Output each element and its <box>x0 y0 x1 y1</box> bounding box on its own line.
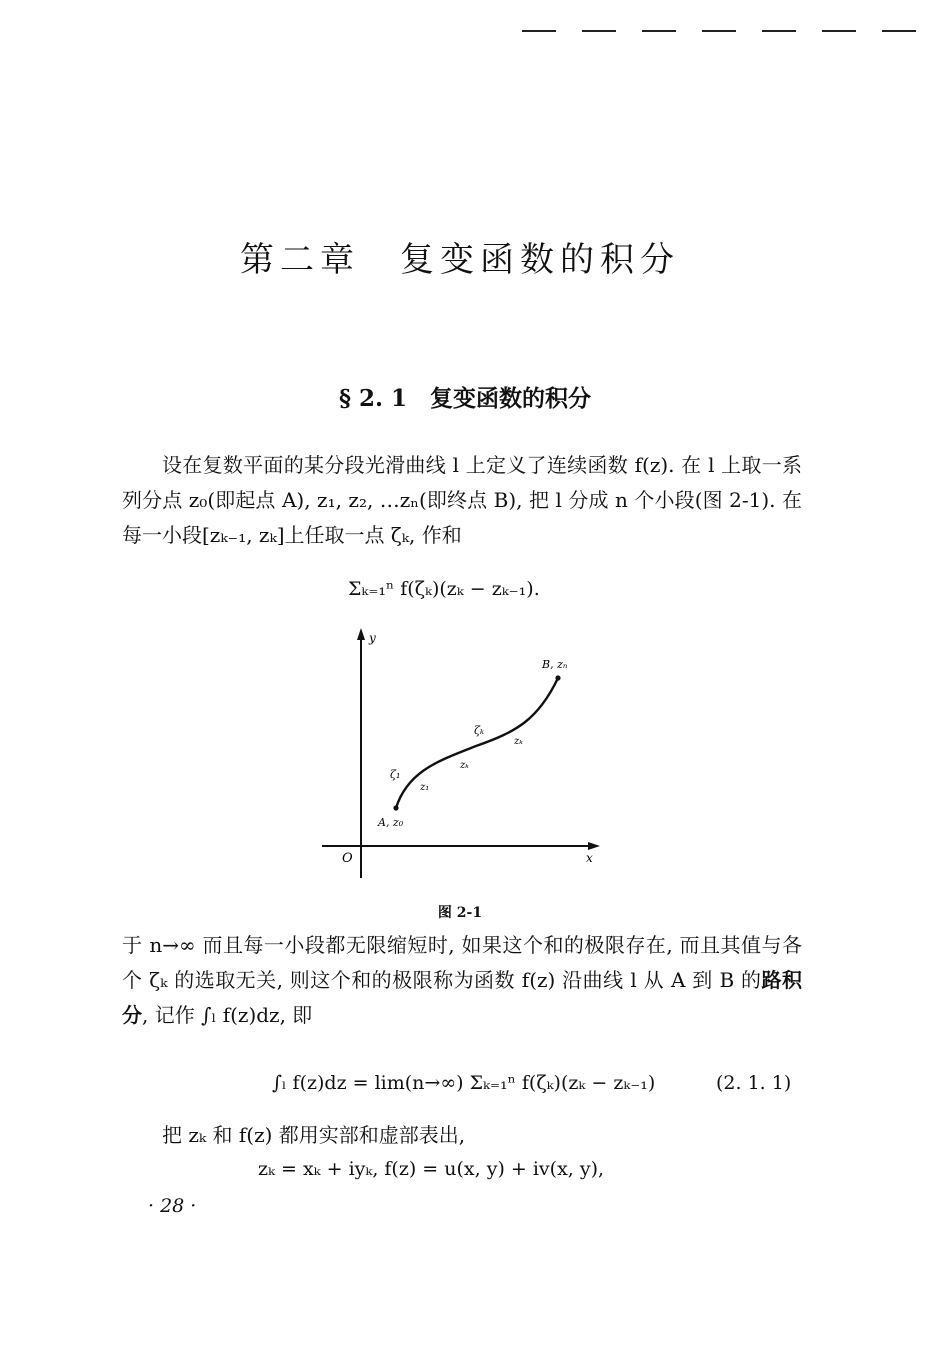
header-dash <box>642 30 676 32</box>
zetak-label: ζₖ <box>474 724 484 737</box>
y-axis-arrow <box>357 628 365 640</box>
y-axis-label: y <box>369 631 376 645</box>
paragraph-limit-suffix: , 记作 ∫ₗ f(z)dz, 即 <box>142 1003 313 1027</box>
start-point <box>393 805 398 810</box>
figure-caption: 图 2-1 <box>437 905 483 921</box>
page-number: · 28 · <box>148 1195 197 1217</box>
section-title: § 2. 1 复变函数的积分 <box>338 385 592 412</box>
end-label: B, zₙ <box>542 658 568 671</box>
header-dash-rule <box>0 30 952 36</box>
decomposition-formula: zₖ = xₖ + iyₖ, f(z) = u(x, y) + iv(x, y), <box>258 1158 605 1180</box>
term-path-integral: 路积分 <box>122 968 803 1027</box>
start-label: A, z₀ <box>378 816 404 829</box>
equation-number: (2. 1. 1) <box>716 1072 792 1094</box>
paragraph-decompose: 把 zₖ 和 f(z) 都用实部和虚部表出, <box>162 1123 466 1147</box>
header-dash <box>582 30 616 32</box>
paragraph-definition: 设在复数平面的某分段光滑曲线 l 上定义了连续函数 f(z). 在 l 上取一系列分点 z₀(即起点 A), z₁, z₂, …zₙ(即终点 B), 把 l 分成 n 个小段(图 2-1). 在每一小段[zₖ₋₁, zₖ]上任取一点 ζₖ, 作和 <box>122 453 802 547</box>
origin-label: O <box>342 851 353 866</box>
x-axis-label: x <box>586 851 593 865</box>
figure-curve-diagram <box>316 620 616 890</box>
zk-label: zₖ <box>460 760 469 771</box>
sum-formula: Σₖ₌₁ⁿ f(ζₖ)(zₖ − zₖ₋₁). <box>348 578 540 600</box>
header-dash <box>762 30 796 32</box>
paragraph-limit <box>122 928 802 1033</box>
zeta1-label: ζ₁ <box>390 768 401 781</box>
header-dash <box>522 30 556 32</box>
z1-label: z₁ <box>420 782 430 793</box>
header-dash <box>822 30 856 32</box>
integral-formula: ∫ₗ f(z)dz = lim(n→∞) Σₖ₌₁ⁿ f(ζₖ)(zₖ − zₖ₋₁) <box>272 1072 656 1094</box>
paragraph-limit-prefix: 于 n→∞ 而且每一小段都无限缩短时, 如果这个和的极限存在, 而且其值与各个 ζₖ 的选取无关, 则这个和的极限称为函数 f(z) 沿曲线 l 从 A 到 B 的 <box>122 933 802 992</box>
header-dash <box>702 30 736 32</box>
chapter-title: 第二章 复变函数的积分 <box>240 240 680 280</box>
x-axis-arrow <box>588 842 600 850</box>
end-point <box>555 675 560 680</box>
zk-next-label: zₖ <box>514 736 523 747</box>
header-dash <box>882 30 916 32</box>
